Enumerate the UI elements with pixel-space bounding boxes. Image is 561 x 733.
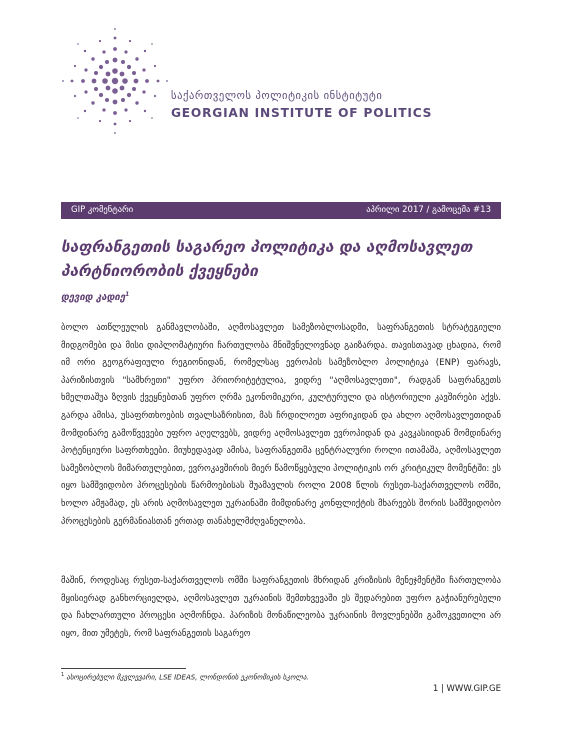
footnote [61,672,309,681]
banner-issue-label: აპრილი 2017 / გამოცემა #13 [366,205,491,215]
page-footer-link[interactable]: 1 | WWW.GIP.GE [432,684,501,694]
footnote-divider [61,668,186,669]
footnote-text: ასოცირებული მკვლევარი, LSE IDEAS, ლონდონის ეკონომიკის სკოლა. [66,673,309,682]
footnote-mark: 1 [61,672,65,678]
body-paragraph-1: ბოლო ათწლეულის განმავლობაში, აღმოსავლეთ სამეზობლოსადმი, საფრანგეთის სტრატეგიული მიდგომები და მისი დიპლომატიური ჩართულობა მნიშვნელოვნად გაიზარდა. თავისთავად ცხადია, რომ იმ ორი გეოგრაფიული რეგიონიდან, რომელსაც ევროპის სამეზობლო პოლიტიკა (ENP) ფარავს, პარიზისთვის "სამხრეთი" უფრო პრიორიტეტულია, ვიდრე "აღმოსავლეთი", რადგან საფრანგეთს ხმელთაშუა ზღვის ქვეყნებთან უფრო ღრმა ეკონომიკური, კულტურული და ისტორიული კავშირები აქვს. გარდა ამისა, უსაფრთხოების თვალსაზრისით, მას ჩრდილოეთ აფრიკიდან და ახლო აღმოსავლეთიდან მომდინარე გამოწვევები უფრო აღელვებს, ვიდრე აღმოსავლეთ ევროპიდან და კავკასიიდან მომდინარე პოტენციური საფრთხეები. მიუხედავად ამისა, საფრანგეთმა ცენტრალური როლი ითამაშა, აღმოსავლეთ სამეზობლოს მიმართულებით, ევროკავშირის მიერ წამოწყებული პოლიტიკის ორ კრიტიკულ მომენტში: ეს იყო სამშვიდობო პროცესების წარმოებისას შუამავლის როლი 2008 წლის რუსეთ-საქართველოს ომში, ხოლო ამჟამად, ეს არის აღმოსავლეთ უკრაინაში მიმდინარე კონფლიქტის მხარეებს შორის სამშვიდობო პროცესების გერმანიასთან ერთად თანახელმძღვანელობა. [61,323,501,527]
article-title: საფრანგეთის საგარეო პოლიტიკა და აღმოსავლეთ პარტნიორობის ქვეყნები [61,238,473,280]
author-name: დევიდ კადიე [61,292,126,304]
author-footnote-mark: 1 [125,291,130,298]
body-paragraph-2: მაშინ, როდესაც რუსეთ-საქართველოს ომში საფრანგეთის მხრიდან კრიზისის მენეჯმენტში ჩართულობა მყისიერად განხორციელდა, აღმოსავლეთ უკრაინის შემთხვევაში ეს შედარებით უფრო გაჭიანურებული და ჩახლართული პროცესი აღმოჩნდა. პარიზის მონაწილეობა უკრაინის მოვლენებში გამოკვეთილი არ იყო, მით უმეტეს, რომ საფრანგეთის საგარეო [61,576,501,639]
commentary-banner [61,202,501,219]
banner-series-label: GIP კომენტარი [71,205,134,215]
org-name-georgian: საქართველოს პოლიტიკის ინსტიტუტი [171,90,383,102]
gip-logo [60,26,170,136]
org-name-english: GEORGIAN INSTITUTE OF POLITICS [171,106,433,120]
author-line [61,291,129,303]
